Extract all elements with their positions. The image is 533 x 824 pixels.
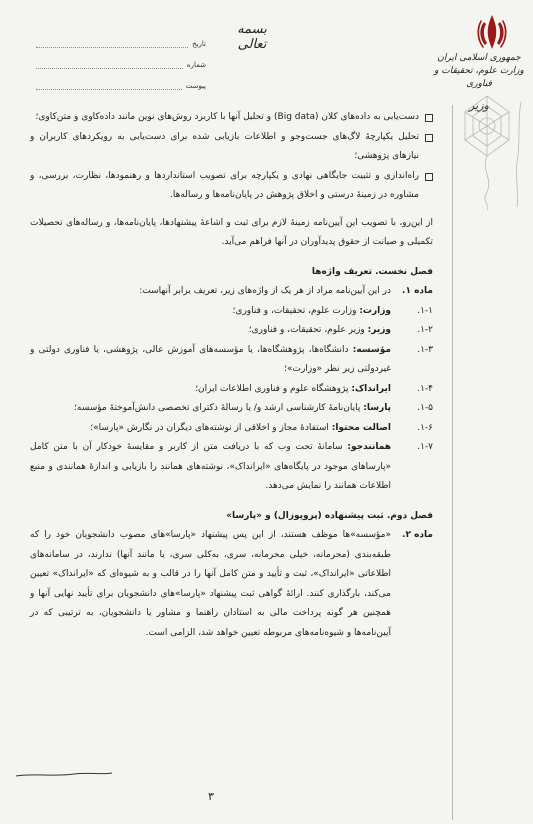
date-field: تاریخ: [36, 27, 206, 48]
document-body: [30, 108, 433, 643]
checkbox-bullet-icon: [425, 134, 433, 142]
attachment-field: پیوست: [36, 69, 206, 90]
checkbox-bullet-icon: [425, 114, 433, 122]
definition-item: ۱-۶. اصالت محتوا: استفادهٔ مجاز و اخلاقی از نوشته‌های دیگران در نگارش «پارسا»؛: [90, 422, 433, 433]
definition-item: ۱-۳. مؤسسه: دانشگاه‌ها، پژوهشگاه‌ها، یا مؤسسه‌های آموزش عالی، پژوهشی، یا فناوری دولتی و غیردولتی زیر نظر «وزارت»؛: [30, 344, 433, 374]
minister-title: وزیر: [469, 99, 489, 112]
definition-item: ۱-۷. همانندجو: سامانهٔ تحت وب که با دریافت متن از کاربر و مقایسهٔ خودکار آن با متن کامل «پارساهای موجود در پایگاه‌های «ایرانداک»، نوشته‌های همانند را بازیابی و اندازهٔ همانندی و منبع اطلاعات همانند را نمایش می‌دهد.: [30, 442, 433, 491]
signature-mark-icon: [14, 767, 114, 781]
list-item: دست‌یابی به داده‌های کلان (Big data) و تحلیل آنها با کاربرد روش‌های نوین مانند داده‌کاوی و متن‌کاوی؛: [30, 108, 433, 128]
number-field: شماره: [36, 48, 206, 69]
checkbox-bullet-icon: [425, 173, 433, 181]
definition-item: ۱-۵. پارسا: پایان‌نامهٔ کارشناسی ارشد و/ یا رسالهٔ دکترای تخصصی دانش‌آموختهٔ مؤسسه؛: [74, 403, 433, 413]
bismillah-heading: بسمه تعالی: [237, 22, 267, 52]
org-line2: وزارت علوم، تحقیقات و فناوری: [434, 66, 524, 89]
decorative-ornament-icon: [447, 92, 527, 212]
article-1: ماده ۱. در این آیین‌نامه مراد از هر یک از واژه‌های زیر، تعریف برابر آنهاست:: [139, 286, 433, 296]
chapter2-title: فصل دوم. ثبت پیشنهاده (پروپوزال) و «پارسا»: [226, 510, 433, 521]
header-fields: [36, 27, 206, 90]
definition-item: ۱-۱. وزارت: وزارت علوم، تحقیقات، و فناوری؛: [232, 305, 433, 316]
page-number: ۳: [208, 790, 214, 803]
iran-emblem-icon: [475, 12, 509, 52]
intro-paragraph: از این‌رو، با تصویب این آیین‌نامه زمینهٔ لازم برای ثبت و اشاعهٔ پیشنهادها، پایان‌نامه‌ها، و رساله‌های تحصیلات تکمیلی و صیانت از حقوق پدیدآوران در آنها فراهم می‌آید.: [30, 217, 433, 247]
article-2: ماده ۲. «مؤسسه»ها موظف هستند، از این پس پیشنهاد «پارسا»های مصوب دانشجویان خود را که طبقه‌بندی (محرمانه، خیلی محرمانه، سری، به‌کلی سری، یا مانند آنها) ندارند، در سامانه‌های اطلاعاتی «ایرانداک»، ثبت و تأیید و متن کامل آنها را در قالب و به شیوه‌ای که «ایرانداک» تعیین می‌کند، بارگذاری کنند. ارائهٔ گواهی ثبت پیشنهاد «پارسا»های دانشجویان برای تأیید نهایی آنها و همچنین هر گونه پرداخت مالی به استادان راهنما و مشاور یا دانشجویان، به ترتیبی که در آیین‌نامه‌ها و شیوه‌نامه‌های مربوطه تعیین خواهد شد، الزامی است.: [30, 530, 433, 638]
definition-item: ۱-۴. ایرانداک: پژوهشگاه علوم و فناوری اطلاعات ایران؛: [195, 383, 433, 394]
definition-item: ۱-۲. وزیر: وزیر علوم، تحقیقات، و فناوری؛: [248, 325, 433, 335]
list-item: راه‌اندازی و تثبیت جایگاهی نهادی و یکپارچه برای تصویب استانداردها و رهنمودها، نظارت، بررسی، و مشاوره در زمینهٔ درستی و اخلاق پژوهش در پایان‌نامه‌ها و رساله‌ها.: [30, 167, 433, 206]
org-line1: جمهوری اسلامی ایران: [437, 53, 521, 63]
chapter1-title: فصل نخست. تعریف واژه‌ها: [311, 266, 433, 277]
margin-rule: [452, 105, 453, 820]
list-item: تحلیل یکپارچهٔ لاگ‌های جست‌وجو و اطلاعات بازیابی شده برای دست‌یابی به رویکردهای کاربران و نیازهای پژوهشی؛: [30, 128, 433, 167]
